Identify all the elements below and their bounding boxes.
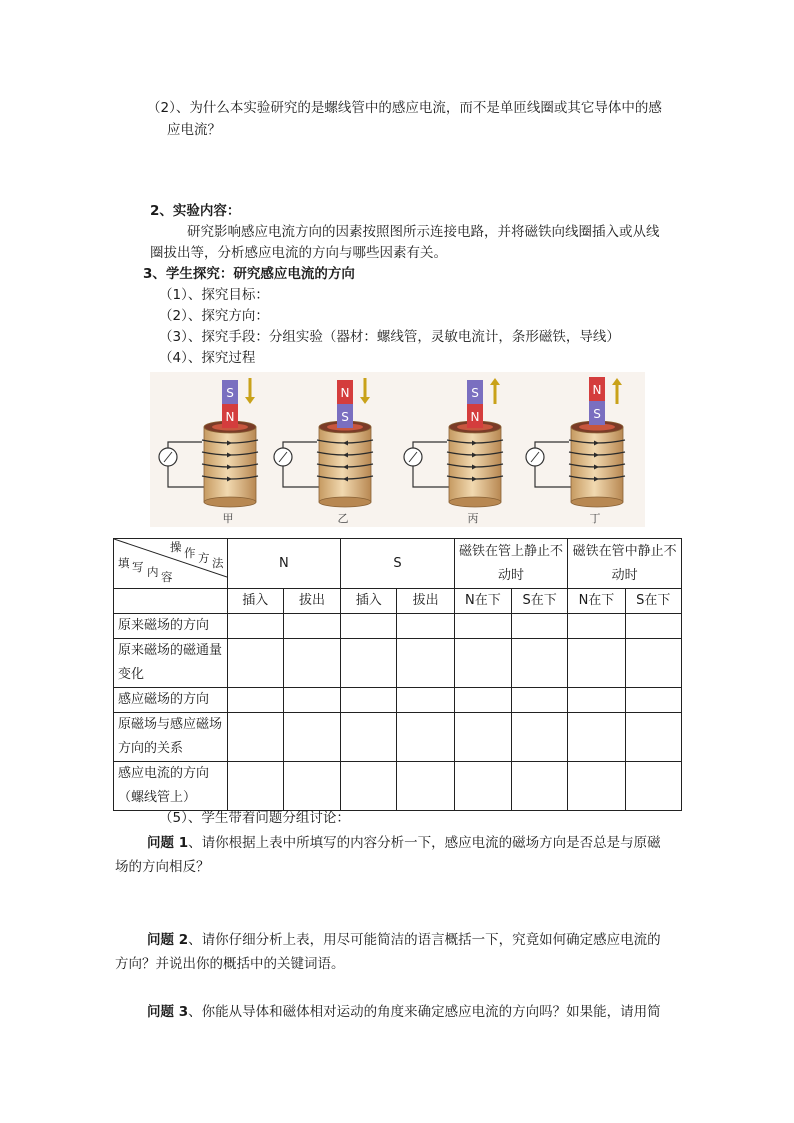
problem1-line2: 场的方向相反？ bbox=[115, 859, 210, 875]
subheader-cell: N在下 bbox=[568, 589, 625, 614]
table-row bbox=[114, 762, 682, 811]
table-cell[interactable] bbox=[568, 688, 625, 713]
table-cell[interactable] bbox=[512, 614, 568, 639]
corner-op-3: 方 bbox=[198, 551, 210, 565]
panel-caption: 丙 bbox=[467, 512, 479, 525]
table-cell[interactable] bbox=[625, 762, 681, 811]
table-cell[interactable] bbox=[341, 713, 397, 762]
row-label: 原磁场与感应磁场方向的关系 bbox=[114, 713, 228, 762]
subheader-cell: 插入 bbox=[341, 589, 397, 614]
magnet-pole-top-label: N bbox=[340, 386, 350, 400]
table-cell[interactable] bbox=[227, 762, 283, 811]
table-cell[interactable] bbox=[512, 639, 568, 688]
section3-item-3: （3）、探究手段：分组实验（器材：螺线管，灵敏电流计，条形磁铁，导线） bbox=[159, 329, 620, 345]
subheader-cell: 插入 bbox=[227, 589, 283, 614]
corner-op-1: 操 bbox=[170, 540, 182, 554]
table-cell[interactable] bbox=[397, 688, 454, 713]
problem2-line1 bbox=[147, 930, 661, 950]
magnet-pole-bottom-label: S bbox=[593, 407, 601, 421]
table-cell[interactable] bbox=[341, 762, 397, 811]
problem2-text: 、请你仔细分析上表，用尽可能简洁的语言概括一下，究竟如何确定感应电流的 bbox=[188, 932, 661, 948]
section3-heading: 3、学生探究：研究感应电流的方向 bbox=[143, 266, 355, 282]
table-cell[interactable] bbox=[283, 614, 340, 639]
section3-item-4: （4）、探究过程 bbox=[159, 350, 256, 366]
table-cell[interactable] bbox=[227, 713, 283, 762]
table-cell[interactable] bbox=[625, 639, 681, 688]
table-cell[interactable] bbox=[397, 639, 454, 688]
panel-caption: 乙 bbox=[337, 512, 349, 525]
q2-line1: （2）、为什么本实验研究的是螺线管中的感应电流，而不是单匝线圈或其它导体中的感 bbox=[147, 100, 662, 116]
table-cell[interactable] bbox=[283, 688, 340, 713]
table-cell[interactable] bbox=[283, 762, 340, 811]
table-cell[interactable] bbox=[341, 614, 397, 639]
table-cell[interactable] bbox=[512, 688, 568, 713]
table-cell[interactable] bbox=[625, 713, 681, 762]
table-cell[interactable] bbox=[397, 614, 454, 639]
corner-op-2: 作 bbox=[184, 546, 196, 560]
table-cell[interactable] bbox=[625, 688, 681, 713]
group-header-s: S bbox=[341, 539, 455, 589]
corner-op-4: 法 bbox=[212, 556, 224, 570]
table-cell[interactable] bbox=[454, 614, 511, 639]
row-label: 原来磁场的磁通量变化 bbox=[114, 639, 228, 688]
group-header-n: N bbox=[227, 539, 341, 589]
table-cell[interactable] bbox=[341, 688, 397, 713]
magnet-pole-top-label: S bbox=[471, 386, 479, 400]
section3-item-1: （1）、探究目标： bbox=[159, 287, 269, 303]
table-cell[interactable] bbox=[625, 614, 681, 639]
corner-fill-4: 容 bbox=[161, 570, 173, 584]
subheader-cell: S在下 bbox=[512, 589, 568, 614]
table-cell[interactable] bbox=[227, 614, 283, 639]
panel-caption: 丁 bbox=[589, 512, 601, 525]
magnet-pole-bottom-label: N bbox=[470, 410, 480, 424]
subheader-blank bbox=[114, 589, 228, 614]
problem2-label: 问题 2 bbox=[147, 932, 189, 948]
subheader-cell: S在下 bbox=[625, 589, 681, 614]
table-cell[interactable] bbox=[397, 762, 454, 811]
table-cell[interactable] bbox=[454, 639, 511, 688]
subheader-cell: 拔出 bbox=[397, 589, 454, 614]
table-row bbox=[114, 688, 682, 713]
table-corner-cell bbox=[114, 539, 228, 589]
section5-heading: （5）、学生带着问题分组讨论： bbox=[159, 810, 350, 826]
problem3-label: 问题 3 bbox=[147, 1004, 189, 1020]
magnet-pole-top-label: N bbox=[592, 383, 602, 397]
corner-fill-3: 内 bbox=[147, 565, 159, 579]
row-label: 原来磁场的方向 bbox=[114, 614, 228, 639]
table-cell[interactable] bbox=[397, 713, 454, 762]
group-header-static-top: 磁铁在管上静止不动时 bbox=[454, 539, 568, 589]
problem3-line1 bbox=[147, 1002, 661, 1022]
section2-line2: 圈拔出等，分析感应电流的方向与哪些因素有关。 bbox=[150, 245, 447, 261]
row-label: 感应电流的方向（螺线管上） bbox=[114, 762, 228, 811]
table-cell[interactable] bbox=[454, 762, 511, 811]
experiment-table bbox=[113, 538, 682, 811]
table-cell[interactable] bbox=[454, 688, 511, 713]
magnet-pole-bottom-label: S bbox=[341, 410, 349, 424]
subheader-cell: 拔出 bbox=[283, 589, 340, 614]
table-cell[interactable] bbox=[568, 762, 625, 811]
solenoid-figure bbox=[150, 372, 645, 527]
problem2-line2: 方向？并说出你的概括中的关键词语。 bbox=[115, 956, 345, 972]
q2-line2: 应电流？ bbox=[167, 122, 221, 138]
section2-line1: 研究影响感应电流方向的因素按照图所示连接电路，并将磁铁向线圈插入或从线 bbox=[187, 224, 660, 240]
table-cell[interactable] bbox=[227, 639, 283, 688]
table-cell[interactable] bbox=[341, 639, 397, 688]
table-cell[interactable] bbox=[227, 688, 283, 713]
problem3-text: 、你能从导体和磁体相对运动的角度来确定感应电流的方向吗？如果能，请用简 bbox=[188, 1004, 661, 1020]
section3-item-2: （2）、探究方向： bbox=[159, 308, 269, 324]
panel-caption: 甲 bbox=[222, 512, 234, 525]
table-row bbox=[114, 614, 682, 639]
table-row bbox=[114, 639, 682, 688]
group-header-static-inside: 磁铁在管中静止不动时 bbox=[568, 539, 682, 589]
corner-fill-1: 填 bbox=[118, 556, 130, 570]
corner-fill-2: 写 bbox=[132, 560, 144, 574]
row-label: 感应磁场的方向 bbox=[114, 688, 228, 713]
problem1-label: 问题 1 bbox=[147, 835, 189, 851]
magnet-pole-top-label: S bbox=[226, 386, 234, 400]
magnet-pole-bottom-label: N bbox=[225, 410, 235, 424]
table-cell[interactable] bbox=[283, 713, 340, 762]
table-cell[interactable] bbox=[454, 713, 511, 762]
table-cell[interactable] bbox=[512, 762, 568, 811]
problem1-line1 bbox=[147, 833, 661, 853]
table-cell[interactable] bbox=[283, 639, 340, 688]
table-cell[interactable] bbox=[568, 614, 625, 639]
table-row bbox=[114, 713, 682, 762]
subheader-cell: N在下 bbox=[454, 589, 511, 614]
table-cell[interactable] bbox=[568, 639, 625, 688]
section2-heading: 2、实验内容： bbox=[150, 203, 241, 219]
table-cell[interactable] bbox=[512, 713, 568, 762]
table-cell[interactable] bbox=[568, 713, 625, 762]
problem1-text: 、请你根据上表中所填写的内容分析一下，感应电流的磁场方向是否总是与原磁 bbox=[188, 835, 661, 851]
